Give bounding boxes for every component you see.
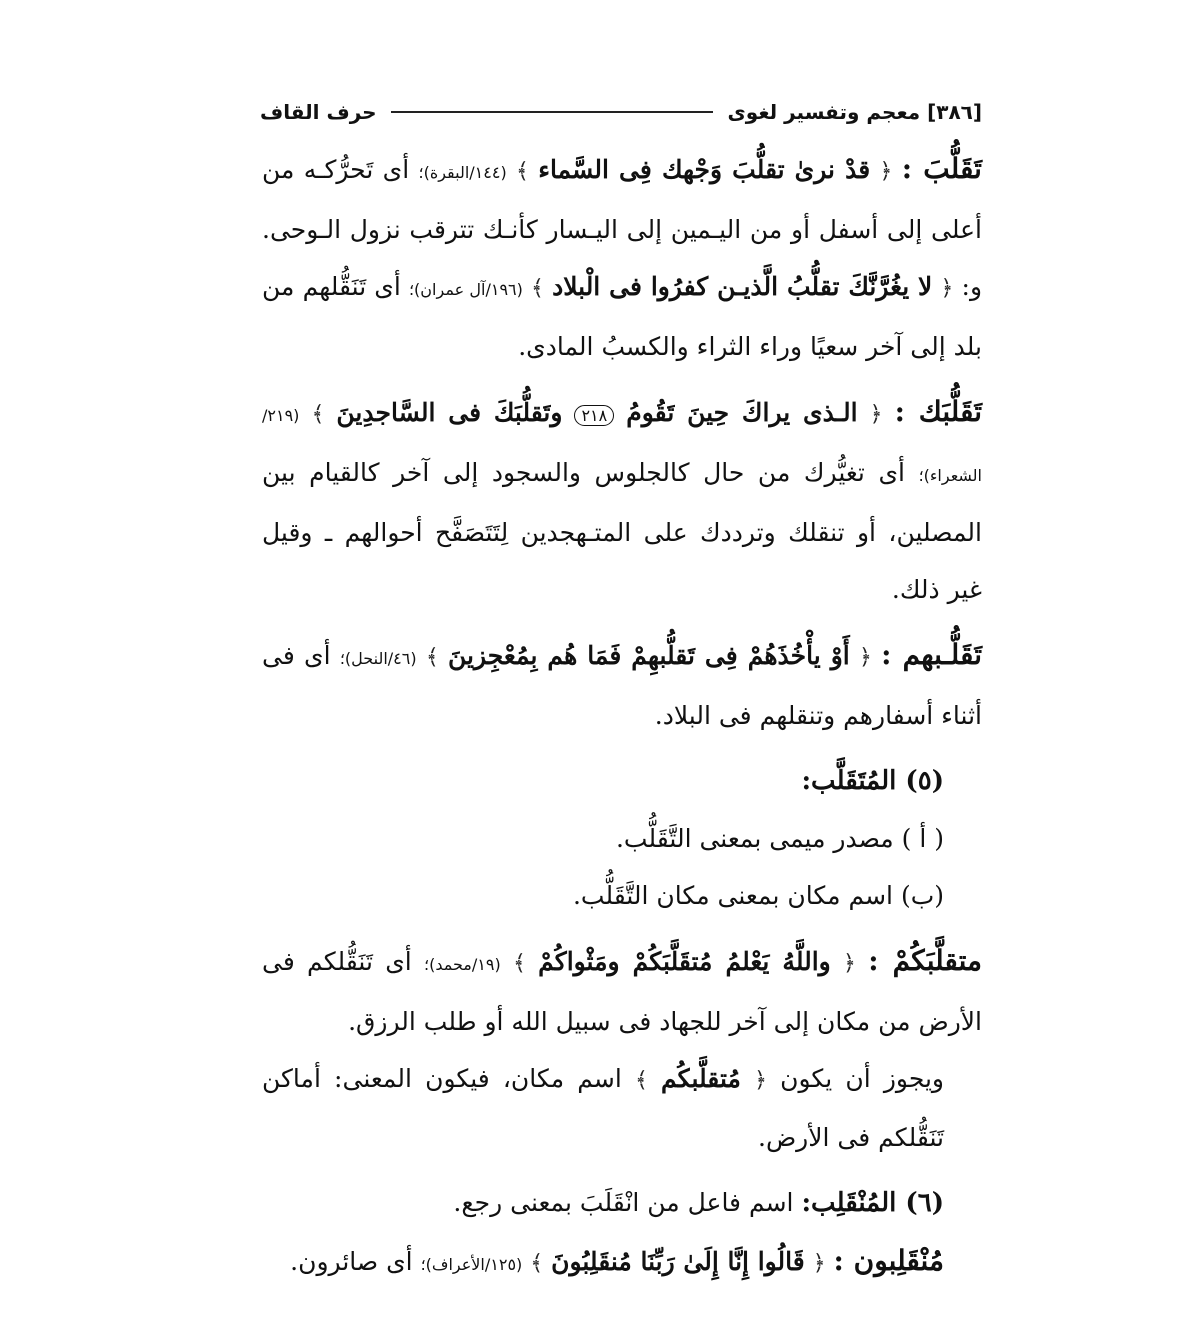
quran-quote: وتَقلُّبَكَ فى السَّاجدِينَ [336, 398, 563, 427]
quran-quote: مُتقلَّبكُم [661, 1064, 741, 1093]
entry-term: تَقَلُّبَك : [894, 395, 983, 428]
quran-quote: لا يغُرَّنَّكَ تقلُّبُ الَّذيـن كفرُوا فى الْبلاد [552, 272, 933, 301]
entry-term: تَقَلُّبَ : [901, 152, 982, 185]
entry-explanation: أى تغيُّرك من حال كالجلوس والسجود إلى آخر كالقيام بين المصلين، أو تنقلك وترددك على المتـهجدين لِتَتَصَفَّح أحوالهم ـ وقيل غير ذلك. [262, 458, 982, 604]
header-rule [391, 111, 714, 113]
verse-reference: (٤٦/النحل)؛ [339, 649, 417, 668]
entry-taqallubihim [262, 626, 982, 744]
entry-taqallubak [262, 383, 982, 618]
quran-quote: واللَّهُ يَعْلمُ مُتقَلَّبَكُمْ ومَثْواكُمْ [538, 947, 831, 976]
ornament-close-icon: ﴾ [634, 1068, 648, 1093]
entry-term: متقلَّبَكُمْ : [868, 944, 983, 977]
entry-mutaqallabakum-note [262, 1050, 982, 1166]
verse-reference: (١٢٥/الأعراف)؛ [420, 1255, 523, 1274]
ornament-open-icon: ﴿ [879, 159, 893, 184]
quran-quote: الـذى يراكَ حِينَ تَقُومُ [626, 398, 858, 427]
ornament-open-icon: ﴿ [859, 645, 872, 670]
section-heading: (٦) المُنْقَلِب: [801, 1188, 944, 1218]
ornament-open-icon: ﴿ [754, 1068, 767, 1093]
ornament-close-icon: ﴾ [531, 276, 544, 301]
quran-quote: قَالُوا إِنَّا إِلَىٰ رَبِّنَا مُنقَلِبُونَ [551, 1247, 805, 1276]
ayah-number: ٢١٨ [574, 405, 614, 426]
page-body [262, 140, 982, 1301]
section-5-item-a: ( أ ) مصدر ميمى بمعنى التَّقَلُّب. [615, 824, 944, 853]
verse-reference: (١٤٤/البقرة)؛ [418, 163, 507, 182]
ornament-open-icon: ﴿ [940, 276, 954, 301]
entry-explanation: أى فى أثناء أسفارهم وتنقلهم فى البلاد. [262, 641, 982, 730]
quran-quote: قدْ نرىٰ تقلُّبَ وَجْهك فِى السَّماء [538, 155, 871, 184]
ornament-open-icon: ﴿ [869, 402, 883, 427]
ornament-close-icon: ﴾ [516, 159, 529, 184]
entry-explanation: أى تَنَقُّلهم من بلد إلى آخر سعيًا وراء الثراء والكسبُ المادى. [262, 272, 982, 361]
entry-taqallub [262, 140, 982, 375]
entry-explanation: أى تَحرُّكـه من أعلى إلى أسفل أو من اليـمين إلى اليـسار كأنـك تترقب نزول الـوحى. و: [262, 155, 983, 301]
ornament-close-icon: ﴾ [311, 402, 325, 427]
verse-reference: (١٩٦/آل عمران)؛ [408, 280, 523, 299]
page-title: [٣٨٦] معجم وتفسير لغوى [727, 100, 982, 124]
ornament-close-icon: ﴾ [530, 1251, 544, 1276]
ornament-close-icon: ﴾ [425, 645, 439, 670]
ornament-close-icon: ﴾ [512, 951, 526, 976]
entry-munqalibun [262, 1232, 982, 1293]
ornament-open-icon: ﴿ [812, 1251, 826, 1276]
section-6 [262, 1174, 982, 1232]
entry-term: تَقَلُّـبهم : [881, 638, 982, 671]
section-5-item-b: (ب) اسم مكان بمعنى مكان التَّقَلُّب. [572, 881, 944, 910]
verse-reference: (٢١٩/الشعراء)؛ [262, 406, 982, 485]
verse-reference: (١٩/محمد)؛ [424, 955, 501, 974]
entry-explanation: أى صائرون. [290, 1247, 413, 1276]
section-5-heading [262, 752, 982, 810]
note-text: ويجوز أن يكون [780, 1064, 944, 1093]
entry-explanation: أى تَنَقُّلكم فى الأرض من مكان إلى آخر للجهاد فى سبيل الله أو طلب الرزق. [262, 947, 982, 1036]
entry-mutaqallabakum [262, 932, 982, 1050]
ornament-open-icon: ﴿ [843, 951, 856, 976]
quran-quote: أَوْ يأْخُذَهُمْ فِى تَقلُّبهِمْ فَمَا هُم بِمُعْجِزينَ [448, 641, 850, 670]
section-text: اسم فاعل من انْقَلَبَ بمعنى رجع. [453, 1188, 794, 1217]
entry-term: مُنْقَلِبون : [833, 1244, 944, 1277]
chapter-name: حرف القاف [260, 100, 377, 124]
section-heading: (٥) المُتَقَلَّب: [801, 766, 944, 796]
page-header [260, 92, 982, 132]
note-text: اسم مكان، فيكون المعنى: أماكن تَنَقُّلكم فى الأرض. [262, 1064, 944, 1152]
